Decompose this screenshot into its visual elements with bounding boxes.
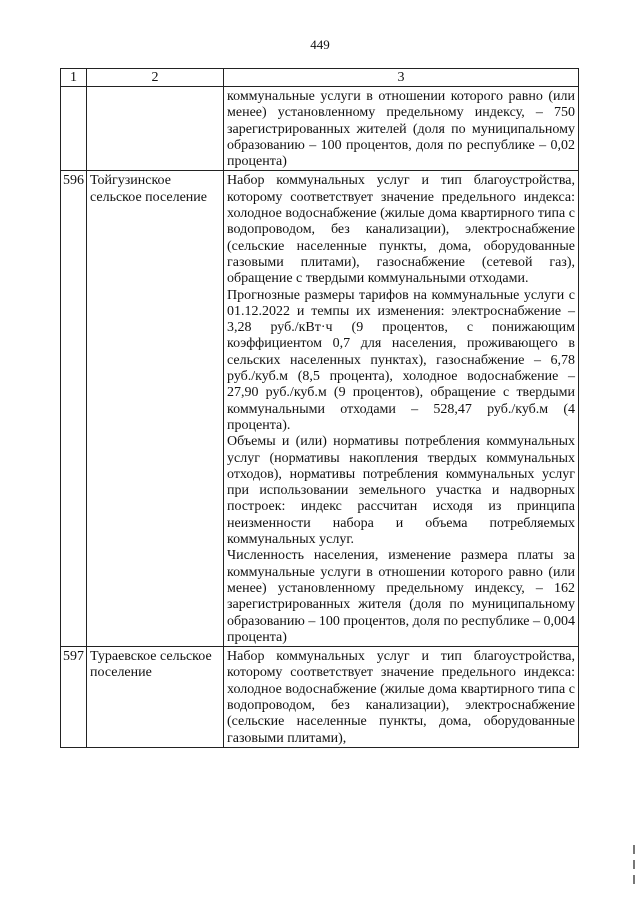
- table-row: [61, 647, 579, 748]
- scan-edge-marks: [633, 845, 636, 890]
- settlement-description: [224, 87, 579, 171]
- settlement-name: [87, 87, 224, 171]
- settlement-description: [224, 171, 579, 647]
- table-header-row: [61, 69, 579, 87]
- row-number: 596: [61, 171, 87, 647]
- column-header-1: 1: [61, 69, 87, 87]
- settlement-description: [224, 647, 579, 748]
- table-row: [61, 87, 579, 171]
- description-paragraph: коммунальные услуги в отношении которого равно (или менее) установленному предельному индексу, – 750 зарегистрированных жителей (доля по муниципальному образованию – 100 процентов, доля по республике – 0,02 процента): [227, 89, 575, 170]
- description-paragraph: Численность населения, изменение размера платы за коммунальные услуги в отношении которого равно (или менее) установленному предельному индексу, – 162 зарегистрированных жителя (доля по муниципальному образованию – 100 процентов, доля по республике – 0,004 процента): [227, 548, 575, 645]
- row-number: 597: [61, 647, 87, 748]
- row-number: [61, 87, 87, 171]
- page-number: 449: [310, 37, 330, 52]
- description-paragraph: Объемы и (или) нормативы потребления коммунальных услуг (нормативы накопления твердых коммунальных отходов), нормативы потребления коммунальных услуг при использовании земельного участка и надворных построек: индекс рассчитан исходя из принципа неизменности набора и объема потребляемых коммунальных услуг.: [227, 434, 575, 548]
- settlements-table: [60, 68, 579, 748]
- description-paragraph: Набор коммунальных услуг и тип благоустройства, которому соответствует значение предельного индекса: холодное водоснабжение (жилые дома квартирного типа с водопроводом, без канализации), электроснабжение (сельские населенные пункты, дома, оборудованные газовыми плитами),: [227, 649, 575, 746]
- table-row: [61, 171, 579, 647]
- description-paragraph: Набор коммунальных услуг и тип благоустройства, которому соответствует значение предельного индекса: холодное водоснабжение (жилые дома квартирного типа с водопроводом, без канализации), электроснабжение (сельские населенные пункты, дома, оборудованные газовыми плитами), газоснабжение (сетевой газ), обращение с твердыми коммунальными отходами.: [227, 173, 575, 287]
- description-paragraph: Прогнозные размеры тарифов на коммунальные услуги с 01.12.2022 и темпы их изменения: электроснабжение – 3,28 руб./кВт·ч (9 процентов, с понижающим коэффициентом 0,7 для населения, проживающего в сельских населенных пунктах), газоснабжение – 6,78 руб./куб.м (8,5 процента), холодное водоснабжение – 27,90 руб./куб.м (9 процентов), обращение с твердыми коммунальными отходами – 528,47 руб./куб.м (4 процента).: [227, 287, 575, 433]
- settlement-name: Тойгузинское сельское поселение: [87, 171, 224, 647]
- column-header-2: 2: [87, 69, 224, 87]
- column-header-3: 3: [224, 69, 579, 87]
- settlement-name: Тураевское сельское поселение: [87, 647, 224, 748]
